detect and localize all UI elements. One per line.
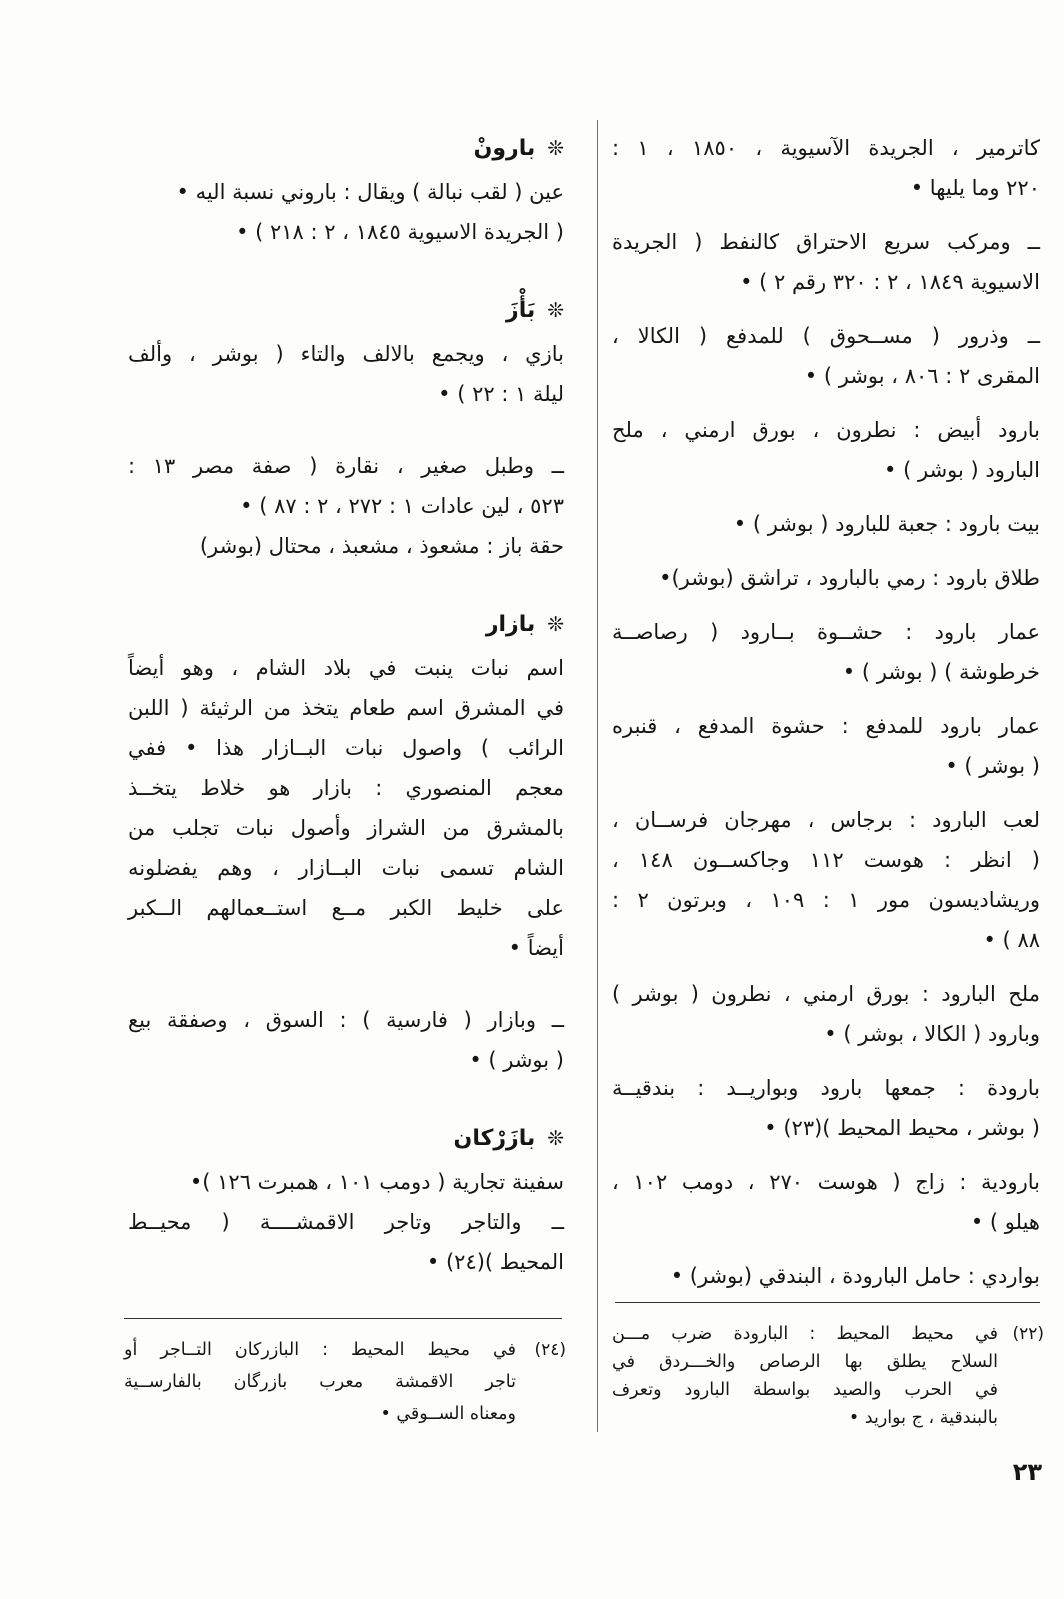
text-line: ومعناه الســوقي • bbox=[380, 1404, 516, 1424]
headword: بارونْ bbox=[473, 136, 536, 161]
footnote-number: (٢٢) bbox=[1012, 1324, 1044, 1344]
text-line: عين ( لقب نبالة ) ويقال : باروني نسبة اليه • bbox=[176, 180, 564, 204]
text-line: عمار بارود : حشــوة بــارود ( رصاصــة bbox=[612, 620, 1040, 644]
text-line: بيت بارود : جعبة للبارود ( بوشر ) • bbox=[733, 512, 1040, 536]
paragraph bbox=[612, 800, 1040, 960]
text-line: كاترمير ، الجريدة الآسيوية ، ١٨٥٠ ، ١ : bbox=[612, 136, 1040, 160]
footnote-number: (٢٤) bbox=[534, 1340, 566, 1360]
text-line: الرائب ) واصول نبات البــازار هذا • ففي bbox=[128, 736, 564, 760]
paragraph bbox=[128, 334, 564, 414]
text-line: في المشرق اسم طعام يتخذ من الرثيئة ( اللبن bbox=[128, 696, 564, 720]
paragraph bbox=[612, 974, 1040, 1054]
text-line: بارودة : جمعها بارود وبواريــد : بندقيــة bbox=[612, 1076, 1040, 1100]
text-line: ــ وذرور ( مســحوق ) للمدفع ( الكالا ، bbox=[612, 324, 1040, 348]
page-number: ٢٣ bbox=[1012, 1458, 1042, 1486]
text-line: وبارود ( الكالا ، بوشر ) • bbox=[824, 1022, 1040, 1046]
dictionary-entry bbox=[128, 128, 564, 252]
paragraph bbox=[612, 612, 1040, 692]
text-line: ٨٨ ) • bbox=[983, 928, 1040, 952]
paragraph bbox=[612, 316, 1040, 396]
right-column bbox=[612, 128, 1040, 1296]
text-line: في محيط المحيط : البارودة ضرب مـــن bbox=[612, 1324, 998, 1344]
footnote bbox=[124, 1334, 566, 1434]
paragraph bbox=[128, 1000, 564, 1080]
entry-marker-icon: ❊ bbox=[547, 298, 564, 322]
entry-heading bbox=[128, 604, 564, 644]
text-line: معجم المنصوري : بازار هو خلاط يتخــذ bbox=[128, 776, 564, 800]
text-line: اسم نبات ينبت في بلاد الشام ، وهو أيضاً bbox=[128, 656, 564, 680]
text-line: ليلة ١ : ٢٢ ) • bbox=[438, 382, 564, 406]
paragraph bbox=[612, 1162, 1040, 1242]
text-line: تاجر الاقمشة معرب بازرگان بالفارســية bbox=[124, 1372, 516, 1392]
paragraph bbox=[612, 504, 1040, 544]
text-line: على خليط الكبر مــع استــعمالهم الــكبر bbox=[128, 896, 564, 920]
paragraph bbox=[128, 172, 564, 252]
paragraph bbox=[612, 410, 1040, 490]
left-column bbox=[128, 128, 564, 1282]
text-line: الشام تسمى نبات البــازار ، وهم يفضلونه bbox=[128, 856, 564, 880]
entry-heading bbox=[128, 1118, 564, 1158]
text-line: في محيط المحيط : البازركان التــاجر أو bbox=[124, 1340, 516, 1360]
text-line: ( بوشر ، محيط المحيط )(٢٣) • bbox=[764, 1116, 1040, 1140]
text-line: ( انظر : هوست ١١٢ وجاكســون ١٤٨ ، bbox=[612, 848, 1040, 872]
text-line: أيضاً • bbox=[508, 936, 564, 960]
column-rule bbox=[597, 120, 598, 1432]
paragraph bbox=[612, 1256, 1040, 1296]
headword: بازَرْكان bbox=[453, 1126, 536, 1151]
dictionary-entry bbox=[128, 604, 564, 1080]
text-line: بارود أبيض : نطرون ، بورق ارمني ، ملح bbox=[612, 418, 1040, 442]
entry-marker-icon: ❊ bbox=[547, 1126, 564, 1150]
footnote-text bbox=[612, 1320, 998, 1432]
footnote-rule bbox=[615, 1302, 1040, 1303]
text-line: ( الجريدة الاسيوية ١٨٤٥ ، ٢ : ٢١٨ ) • bbox=[236, 220, 564, 244]
text-line: البارود ( بوشر ) • bbox=[884, 458, 1040, 482]
text-line: بالمشرق من الشراز وأصول نبات تجلب من bbox=[128, 816, 564, 840]
text-line: المقرى ٢ : ٨٠٦ ، بوشر ) • bbox=[804, 364, 1040, 388]
headword: بازار bbox=[485, 612, 536, 637]
paragraph bbox=[612, 706, 1040, 786]
footnote bbox=[612, 1320, 1044, 1436]
text-line: ٥٢٣ ، لين عادات ١ : ٢٧٢ ، ٢ : ٨٧ ) • bbox=[240, 494, 564, 518]
text-line: ــ وطبل صغير ، نقارة ( صفة مصر ١٣ : bbox=[128, 454, 564, 478]
text-line: هيلو ) • bbox=[970, 1210, 1040, 1234]
text-line: لعب البارود : برجاس ، مهرجان فرســان ، bbox=[612, 808, 1040, 832]
text-line: بالبندقية ، ج بواريد • bbox=[848, 1408, 998, 1428]
text-line: السلاح يطلق بها الرصاص والخـــردق في bbox=[612, 1352, 998, 1372]
text-line: خرطوشة ) ( بوشر ) • bbox=[842, 660, 1040, 684]
paragraph bbox=[612, 128, 1040, 208]
text-line: ملح البارود : بورق ارمني ، نطرون ( بوشر ) bbox=[612, 982, 1040, 1006]
entry-marker-icon: ❊ bbox=[547, 612, 564, 636]
footnote-rule bbox=[124, 1318, 562, 1319]
text-line: سفينة تجارية ( دومب ١٠١ ، همبرت ١٢٦ )• bbox=[189, 1170, 564, 1194]
text-line: المحيط )(٢٤) • bbox=[426, 1250, 564, 1274]
dictionary-entry bbox=[128, 290, 564, 566]
text-line: بارودية : زاج ( هوست ٢٧٠ ، دومب ١٠٢ ، bbox=[612, 1170, 1041, 1194]
text-line: ( بوشر ) • bbox=[469, 1048, 564, 1072]
dictionary-entry bbox=[128, 1118, 564, 1282]
footnote-text bbox=[124, 1334, 516, 1430]
paragraph bbox=[612, 1068, 1040, 1148]
headword: بَأْزَ bbox=[506, 298, 536, 323]
entry-heading bbox=[128, 290, 564, 330]
entry-heading bbox=[128, 128, 564, 168]
text-line: حقة باز : مشعوذ ، مشعبذ ، محتال (بوشر) bbox=[199, 534, 564, 558]
paragraph bbox=[128, 1162, 564, 1282]
text-line: طلاق بارود : رمي بالبارود ، تراشق (بوشر)• bbox=[659, 566, 1040, 590]
text-line: ٢٢٠ وما يليها • bbox=[910, 176, 1040, 200]
entry-marker-icon: ❊ bbox=[547, 136, 564, 160]
paragraph bbox=[612, 222, 1040, 302]
text-line: عمار بارود للمدفع : حشوة المدفع ، قنبره bbox=[612, 714, 1040, 738]
paragraph bbox=[612, 558, 1040, 598]
text-line: ــ ومركب سريع الاحتراق كالنفط ( الجريدة bbox=[612, 230, 1040, 254]
text-line: في الحرب والصيد بواسطة البارود وتعرف bbox=[612, 1380, 998, 1400]
text-line: الاسيوية ١٨٤٩ ، ٢ : ٣٢٠ رقم ٢ ) • bbox=[740, 270, 1040, 294]
text-line: ( بوشر ) • bbox=[945, 754, 1040, 778]
paragraph bbox=[128, 648, 564, 968]
text-line: بواردي : حامل البارودة ، البندقي (بوشر) • bbox=[670, 1264, 1040, 1288]
text-line: بازي ، ويجمع بالالف والتاء ( بوشر ، وألف bbox=[128, 342, 564, 366]
text-line: وريشاديسون مور ١ : ١٠٩ ، وبرتون ٢ : bbox=[612, 888, 1040, 912]
paragraph bbox=[128, 446, 564, 566]
text-line: ــ وبازار ( فارسية ) : السوق ، وصفقة بيع bbox=[128, 1008, 564, 1032]
text-line: ــ والتاجر وتاجر الاقمشــــة ( محيــط bbox=[128, 1210, 564, 1234]
